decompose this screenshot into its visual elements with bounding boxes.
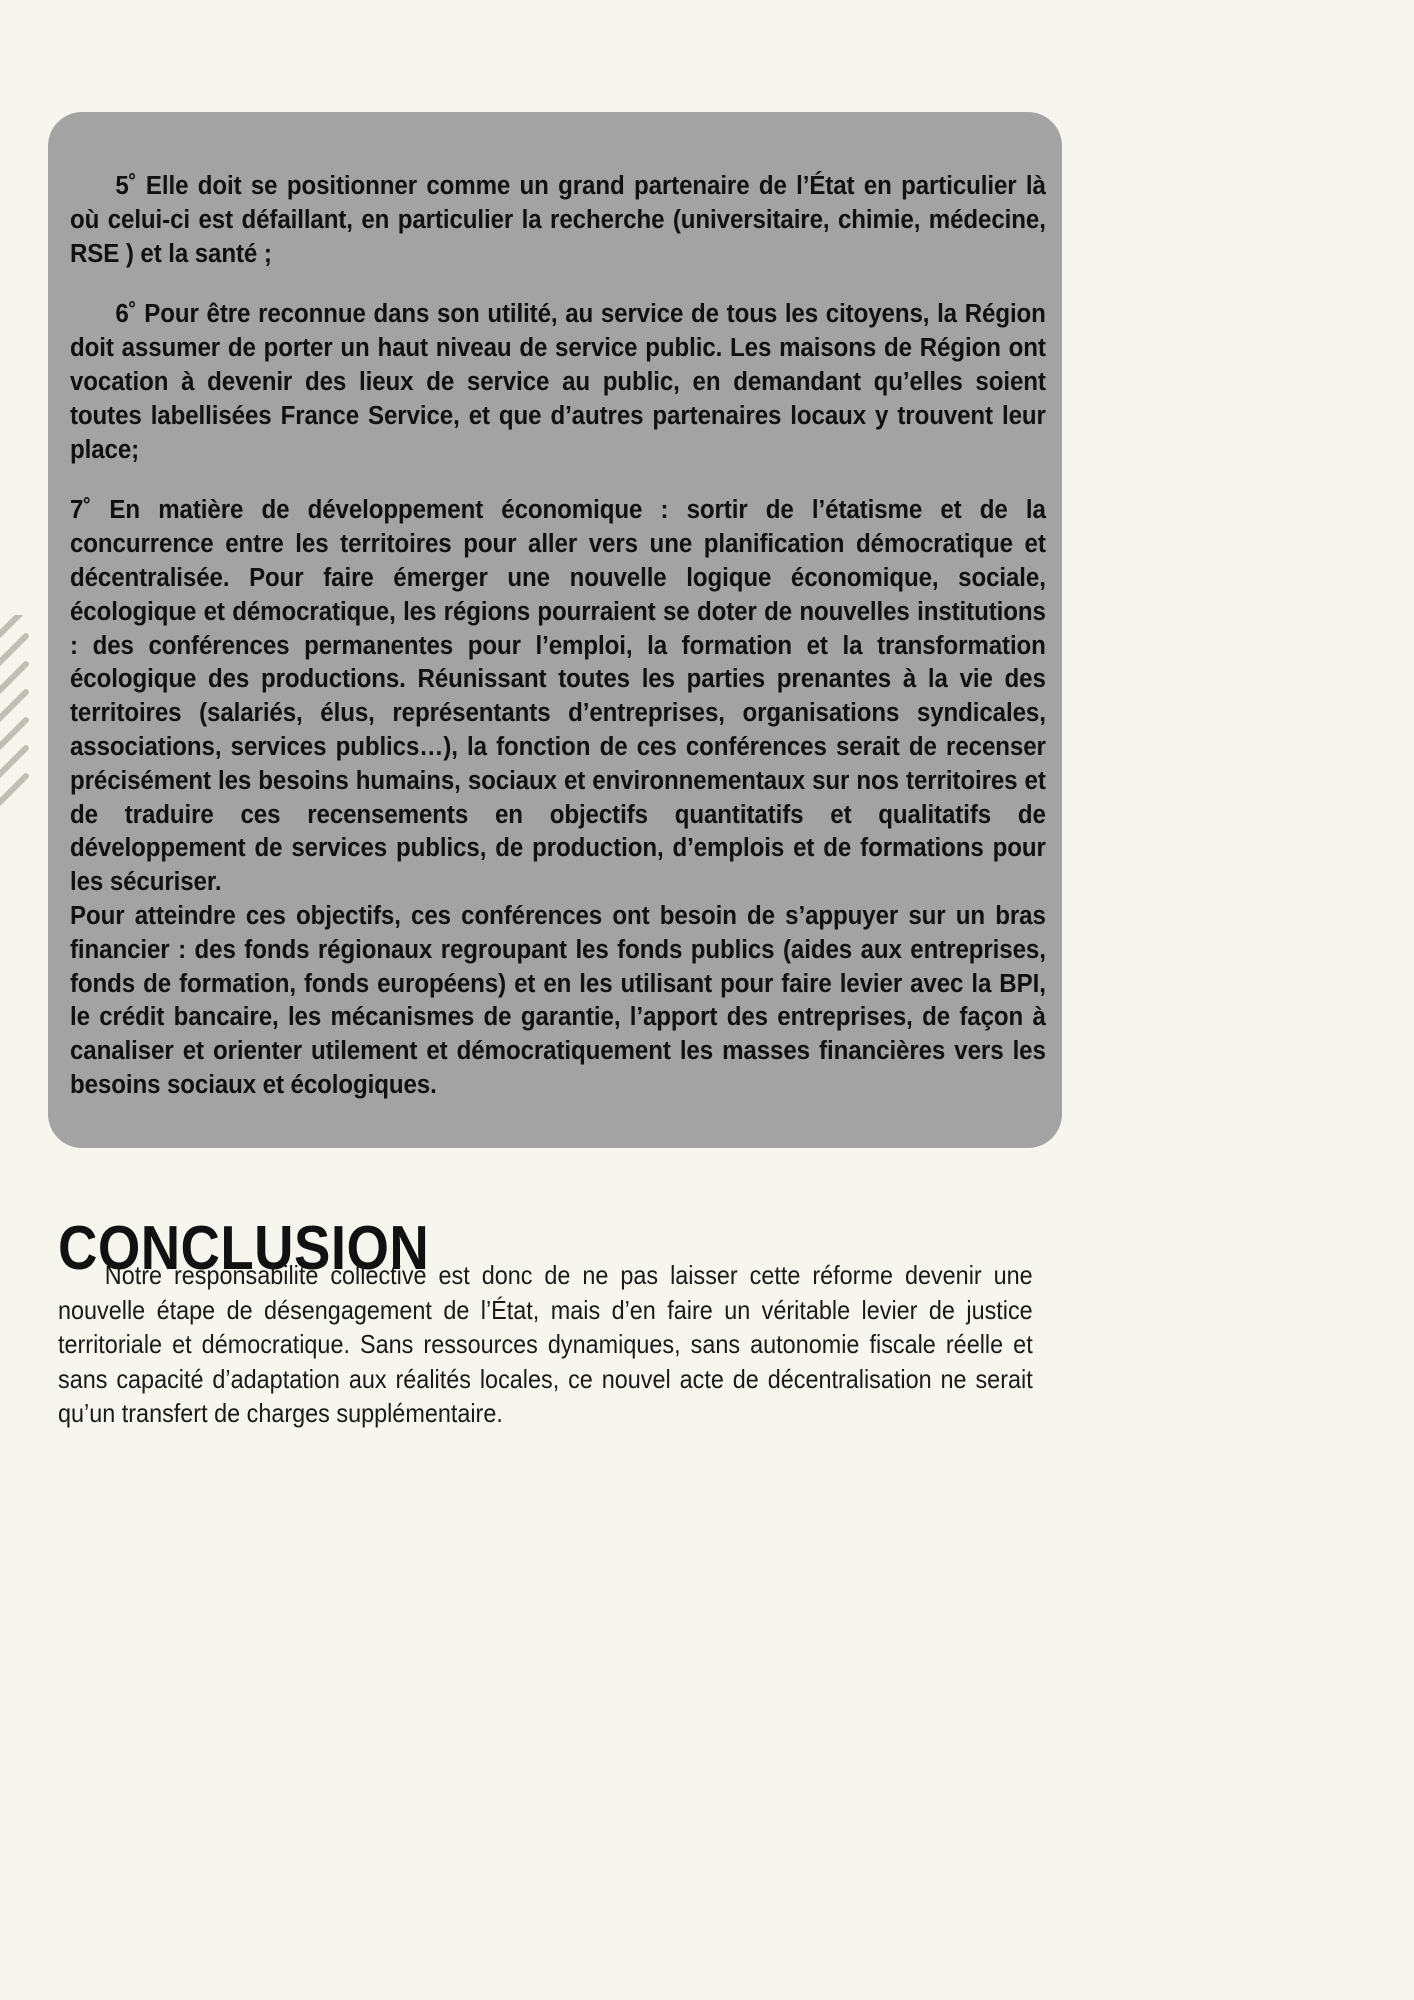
card-text-column (70, 170, 1046, 1103)
conclusion-heading: CONCLUSION (58, 1213, 430, 1283)
paragraph-item-5-text: 5˚ Elle doit se positionner comme un grand partenaire de l’État en particulier là où celui-ci est défaillant, en particulier la recherche (universitaire, chimie, médecine, RSE ) et la santé ; (70, 172, 1046, 268)
paragraph-item-6 (70, 298, 1046, 467)
gray-content-card (48, 112, 1062, 1148)
paragraph-item-5 (70, 170, 1046, 271)
paragraph-item-7-continuation-text: Pour atteindre ces objectifs, ces conférences ont besoin de s’appuyer sur un bras financier : des fonds régionaux regroupant les fonds publics (aides aux entreprises, fonds de formation, fonds européens) et en les utilisant pour faire levier avec la BPI, le crédit bancaire, les mécanismes de garantie, l’apport des entreprises, de façon à canaliser et orienter utilement et démocratiquement les masses financières vers les besoins sociaux et écologiques. (70, 901, 1046, 1099)
conclusion-paragraph (58, 1258, 1033, 1431)
paragraph-item-6-text: 6˚ Pour être reconnue dans son utilité, au service de tous les citoyens, la Région doit assumer de porter un haut niveau de service public. Les maisons de Région ont vocation à devenir des lieux de service au public, en demandant qu’elles soient toutes labellisées France Service, et que d’autres partenaires locaux y trouvent leur place; (70, 300, 1046, 464)
paragraph-item-7-continuation (70, 900, 1046, 1103)
paragraph-item-7-text: 7˚ En matière de développement économique : sortir de l’étatisme et de la concurrence entre les territoires pour aller vers une planification démocratique et décentralisée. Pour faire émerger une nouvelle logique économique, sociale, écologique et démocratique, les régions pourraient se doter de nouvelles institutions : des conférences permanentes pour l’emploi, la formation et la transformation écologique des productions. Réunissant toutes les parties prenantes à la vie des territoires (salariés, élus, représentants d’entreprises, organisations syndicales, associations, services publics…), la fonction de ces conférences serait de recenser précisément les besoins humains, sociaux et environnementaux sur nos territoires et de traduire ces recensements en objectifs quantitatifs et qualitatifs de développement de services publics, de production, d’emplois et de formations pour les sécuriser. (70, 496, 1046, 897)
conclusion-paragraph-text: Notre responsabilité collective est donc de ne pas laisser cette réforme devenir une nouvelle étape de désengagement de l’État, mais d’en faire un véritable levier de justice territoriale et démocratique. Sans ressources dynamiques, sans autonomie fiscale réelle et sans capacité d’adaptation aux réalités locales, ce nouvel acte de décentralisation ne serait qu’un transfert de charges supplémentaire. (58, 1260, 1033, 1428)
paragraph-item-7 (70, 494, 1046, 900)
